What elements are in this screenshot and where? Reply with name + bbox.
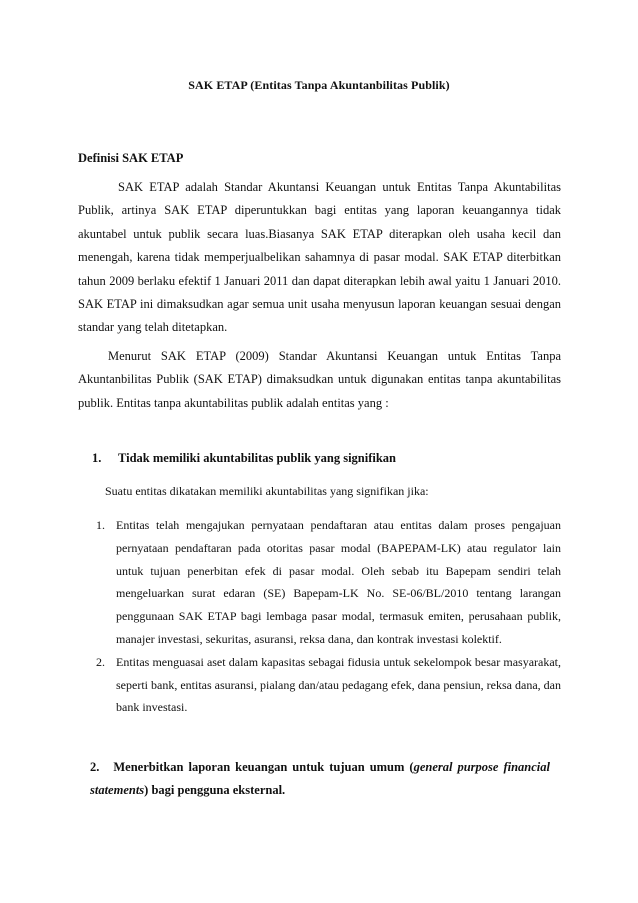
list-item (96, 651, 561, 719)
criterion-2-title-part1: Menerbitkan laporan keuangan untuk tujuan umum ( (113, 760, 414, 774)
list-item (96, 514, 561, 651)
list-item-number: 1. (96, 518, 105, 532)
criterion-2-heading (90, 756, 550, 803)
criterion-2-number: 2. (90, 760, 100, 774)
section-heading: Definisi SAK ETAP (78, 151, 184, 165)
criterion-2-title-part2: ) bagi pengguna eksternal. (144, 783, 286, 798)
criterion-1-number: 1. (92, 451, 102, 465)
paragraph-definition: SAK ETAP adalah Standar Akuntansi Keuangan untuk Entitas Tanpa Akuntabilitas Publik, artinya SAK ETAP diperuntukkan bagi entitas yang laporan keuangannya tidak akuntabel untuk publik secara luas.Biasanya SAK ETAP diterapkan oleh usaha kecil dan menengah, karena tidak memperjualbelikan sahamnya di pasar modal. SAK ETAP diterbitkan tahun 2009 berlaku efektif 1 Januari 2011 dan dapat diterapkan lebih awal yaitu 1 Januari 2010. SAK ETAP ini dimaksudkan agar semua unit usaha menyusun laporan keuangan sesuai dengan standar yang telah ditetapkan. (78, 180, 561, 335)
criterion-2-title-italic: general purpose financial statements (90, 760, 550, 798)
list-item-number: 2. (96, 654, 105, 669)
document-title: SAK ETAP (Entitas Tanpa Akuntanbilitas Publik) (188, 78, 450, 92)
paragraph-menurut: Menurut SAK ETAP (2009) Standar Akuntansi Keuangan untuk Entitas Tanpa Akuntanbilitas Publik (SAK ETAP) dimaksudkan untuk digunakan entitas tanpa akuntabilitas publik. Entitas tanpa akuntabilitas publik adalah entitas yang : (78, 349, 561, 410)
criterion-1-title: Tidak memiliki akuntabilitas publik yang signifikan (118, 451, 397, 465)
list-item-text: Entitas telah mengajukan pernyataan pendaftaran atau entitas dalam proses pengajuan pernyataan pendaftaran pada otoritas pasar modal (BAPEPAM-LK) atau regulator lain untuk tujuan penerbitan efek di pasar modal. Oleh sebab itu Bapepam sendiri telah mengeluarkan surat edaran (SE) Bapepam-LK No. SE-06/BL/2010 tentang larangan penggunaan SAK ETAP bagi lembaga pasar modal, termasuk emiten, perusahaan publik, manajer investasi, sekuritas, asuransi, reksa dana, dan kontrak investasi kolektif. (116, 518, 561, 646)
list-item-text: Entitas menguasai aset dalam kapasitas sebagai fidusia untuk sekelompok besar masyarakat, seperti bank, entitas asuransi, pialang dan/atau pedagang efek, dana pensiun, reksa dana, dan bank investasi. (116, 654, 561, 715)
criterion-1-intro: Suatu entitas dikatakan memiliki akuntabilitas yang signifikan jika: (105, 484, 429, 498)
criterion-1-list (96, 514, 561, 719)
